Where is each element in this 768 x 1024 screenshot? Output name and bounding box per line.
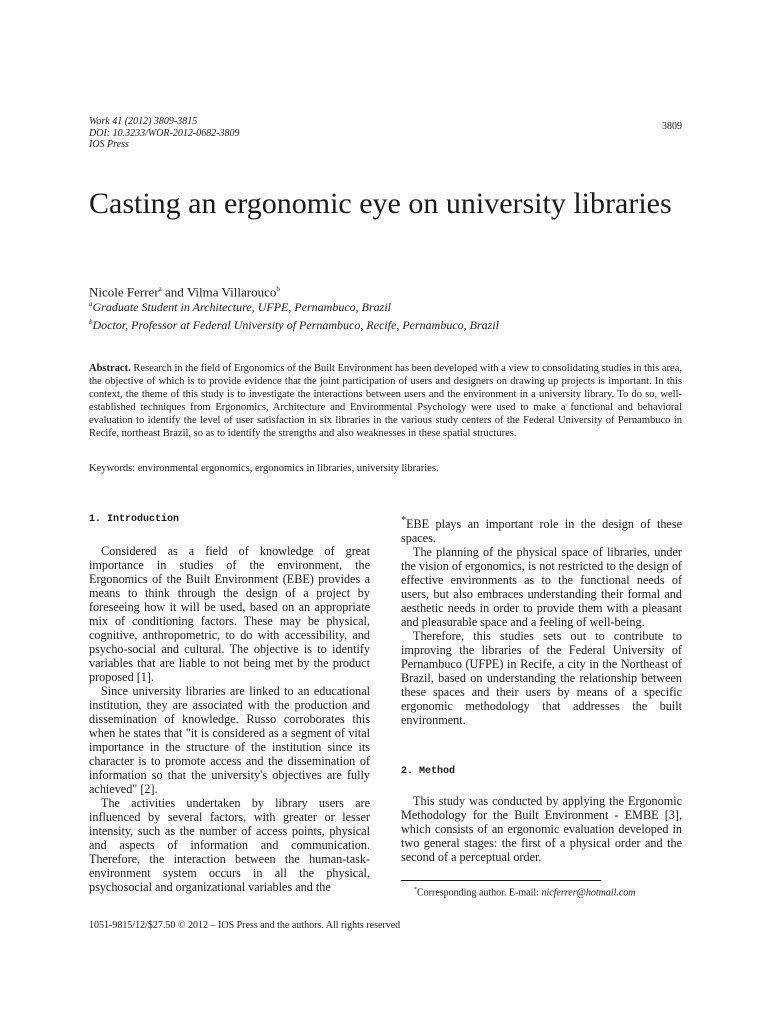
- author-name: Vilma Villarouco: [186, 284, 277, 300]
- footnote-divider: [401, 880, 601, 881]
- affiliations: [89, 297, 499, 333]
- affiliation: [89, 297, 499, 315]
- column-right: [401, 514, 682, 727]
- paragraph: Since university libraries are linked to an educational institution, they are associated with the production and dissemination of knowledge. Russo corroborates this when he states that "it is considered as a segment of vital importance in the structure of the institution since its character is to promote access and the dissemination of information so that the university's objectives are fully achieved" [2].: [89, 684, 370, 796]
- paragraph: Considered as a field of knowledge of great importance in studies of the environment, the Ergonomics of the Built Environment (EBE) provides a means to think through the design of a project by foreseeing how it will be used, based on an appropriate mix of conditioning factors. These may be physical, cognitive, anthropometric, to do with accessibility, and psycho-social and cultural. The objective is to identify variables that are liable to not being met by the product proposed [1].: [89, 544, 370, 684]
- affiliation-text: Graduate Student in Architecture, UFPE, Pernambuco, Brazil: [92, 300, 392, 314]
- paragraph: Therefore, this studies sets out to contribute to improving the libraries of the Federal University of Pernambuco (UFPE) in Recife, a city in the Northeast of Brazil, based on understanding the relationship between these spaces and their users by means of a specific ergonomic methodology that addresses the built environment.: [401, 629, 682, 728]
- footnote-label: Corresponding author. E-mail:: [417, 887, 539, 899]
- author-name: Nicole Ferrer: [89, 284, 159, 300]
- publisher: IOS Press: [89, 139, 129, 150]
- section-heading-method: 2. Method: [401, 766, 456, 777]
- paragraph: The planning of the physical space of libraries, under the vision of ergonomics, is not restricted to the design of effective environments as to the functional needs of users, but also embraces understanding their formal and aesthetic needs in order to provide them with a pleasant and pleasurable space and a feeling of well-being.: [401, 545, 682, 630]
- abstract: [89, 362, 682, 440]
- affiliation-text: Doctor, Professor at Federal University of Pernambuco, Recife, Pernambuco, Brazil: [92, 318, 499, 332]
- affiliation-mark: b: [276, 285, 280, 293]
- page-number: 3809: [662, 121, 682, 132]
- copyright-line: 1051-9815/12/$27.50 © 2012 – IOS Press and the authors. All rights reserved: [89, 920, 401, 931]
- abstract-text: Research in the field of Ergonomics of the Built Environment has been developed with a view to consolidating studies in this area, the objective of which is to provide evidence that the joint participation of users and designers on drawing up projects is important. In this context, the theme of this study is to investigate the interactions between users and the environment in a university library. To do so, well-established techniques from Ergonomics, Architecture and Environmental Psychology were used to make a functional and behavioral evaluation to identify the level of user satisfaction in six libraries in the various study centers of the Federal University of Pernambuco in Recife, northeast Brazil, so as to identify the strengths and also weaknesses in these spatial structures.: [89, 363, 682, 439]
- paragraph-continued: [401, 514, 682, 545]
- author-conjunction: and: [165, 284, 184, 300]
- paragraph-text: EBE plays an important role in the design of these spaces.: [401, 517, 682, 546]
- affiliation: [89, 315, 499, 333]
- journal-citation: Work 41 (2012) 3809-3815: [89, 116, 198, 127]
- paragraph: The activities undertaken by library users are influenced by several factors, with greater or lesser intensity, such as the number of access points, physical and aspects of information and communication. Therefore, the interaction between the human-task-environment system occurs in all the physical, psychosocial and organizational variables and the: [89, 796, 370, 894]
- keywords: Keywords: environmental ergonomics, ergonomics in libraries, university libraries.: [89, 463, 439, 474]
- doi: DOI: 10.3233/WOR-2012-0682-3809: [89, 127, 240, 139]
- affiliation-mark: a: [158, 285, 162, 293]
- email-link[interactable]: nicferrer@hotmail.com: [541, 887, 636, 899]
- footnote-mark: *: [401, 515, 407, 526]
- abstract-label: Abstract.: [89, 363, 131, 374]
- affiliation-mark: b: [89, 318, 93, 326]
- journal-metadata: [89, 116, 240, 151]
- method-text: [401, 794, 682, 864]
- column-left: [89, 544, 370, 894]
- affiliation-mark: a: [89, 300, 93, 308]
- paper-title: Casting an ergonomic eye on university libraries: [89, 187, 672, 220]
- section-heading-introduction: 1. Introduction: [89, 514, 180, 525]
- paragraph: This study was conducted by applying the Ergonomic Methodology for the Built Environment - EMBE [3], which consists of an ergonomic evaluation developed in two general stages: the first of a physical order and the second of a perceptual order.: [401, 794, 682, 864]
- footnote-mark: *: [414, 887, 417, 893]
- footnote: [414, 884, 636, 899]
